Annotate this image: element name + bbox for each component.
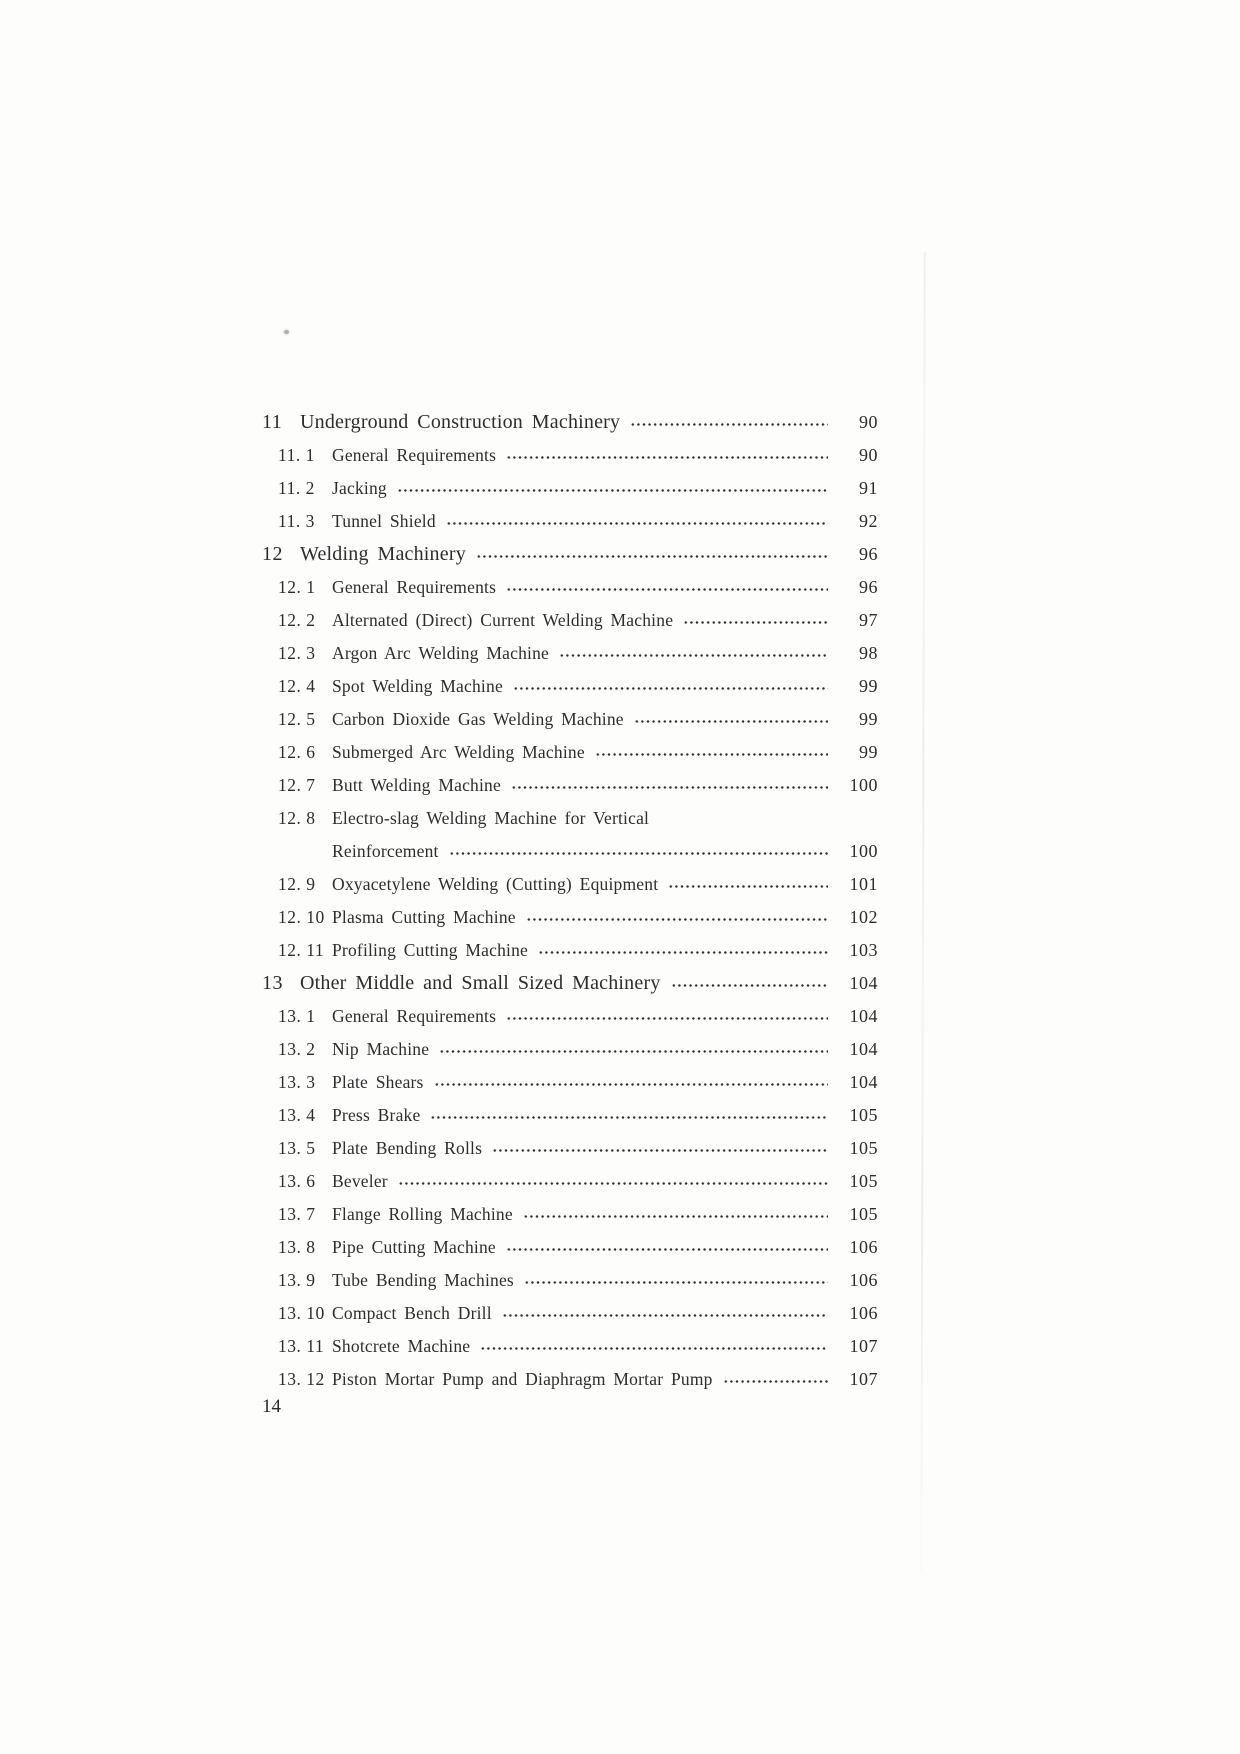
toc-entry-page: 99 [859,742,878,762]
toc-entry-number: 13. 2 [278,1039,316,1059]
toc-entry-title: Nip Machine [332,1039,430,1059]
dot-leader [524,1280,828,1285]
toc-entry-number: 12. 2 [278,610,316,630]
toc-entry-number: 13. 12 [278,1369,325,1389]
toc-entry-page: 104 [849,1006,878,1026]
toc-entry-number: 12. 9 [278,874,316,894]
toc-entry-number: 13. 8 [278,1237,316,1257]
toc-entry [262,835,878,868]
toc-entry-number: 12. 6 [278,742,316,762]
toc-entry-title: Jacking [332,478,387,498]
toc-entry [262,1132,878,1165]
toc-entry [262,934,878,967]
toc-entry [262,1264,878,1297]
toc-list [262,406,878,1396]
dot-leader [511,785,828,790]
toc-entry-number: 12. 5 [278,709,316,729]
toc-entry-page: 96 [859,577,878,597]
dot-leader [506,455,828,460]
toc-entry-number: 13. 3 [278,1072,316,1092]
toc-entry [262,1000,878,1033]
toc-entry-page: 104 [849,973,878,993]
toc-entry-title: Shotcrete Machine [332,1336,471,1356]
dot-leader [502,1313,828,1318]
toc-entry-title: Welding Machinery [300,543,466,565]
dot-leader [559,653,828,658]
toc-entry-number: 11 [262,411,283,433]
toc-entry-number: 13. 1 [278,1006,316,1026]
toc-entry-number: 13. 11 [278,1336,325,1356]
toc-entry-page: 100 [849,775,878,795]
toc-entry-title: Reinforcement [332,841,439,861]
dot-leader [723,1379,828,1384]
toc-entry-page: 92 [859,511,878,531]
toc-entry-page: 106 [849,1303,878,1323]
scan-artifact-crease-line [920,252,925,1572]
dot-leader [668,884,828,889]
toc-entry-number: 13. 6 [278,1171,316,1191]
toc-entry-page: 103 [849,940,878,960]
toc-entry-title: Argon Arc Welding Machine [332,643,550,663]
dot-leader [630,422,828,427]
toc-entry-page: 91 [859,478,878,498]
toc-entry [262,1066,878,1099]
toc-entry-page: 97 [859,610,878,630]
toc-entry-title: Submerged Arc Welding Machine [332,742,585,762]
dot-leader [506,1016,828,1021]
toc-entry-number: 13. 10 [278,1303,325,1323]
toc-entry [262,868,878,901]
dot-leader [434,1082,828,1087]
toc-entry-title: Flange Rolling Machine [332,1204,513,1224]
toc-entry [262,967,878,1000]
dot-leader [506,1247,828,1252]
dot-leader [492,1148,828,1153]
dot-leader [398,1181,828,1186]
dot-leader [476,554,828,559]
toc-entry [262,1231,878,1264]
dot-leader [513,686,828,691]
toc-entry-page: 105 [849,1138,878,1158]
toc-entry-title: Carbon Dioxide Gas Welding Machine [332,709,624,729]
dot-leader [683,620,828,625]
toc-entry [262,769,878,802]
toc-entry-page: 98 [859,643,878,663]
toc-entry [262,1363,878,1396]
toc-entry-number: 12. 11 [278,940,325,960]
toc-entry [262,637,878,670]
toc-entry-number: 11. 1 [278,445,315,465]
toc-entry-title: Other Middle and Small Sized Machinery [300,972,661,994]
toc-entry [262,1330,878,1363]
toc-entry-title: Beveler [332,1171,388,1191]
toc-entry-page: 107 [849,1336,878,1356]
dot-leader [634,719,828,724]
dot-leader [446,521,828,526]
toc-entry [262,1165,878,1198]
toc-entry-title: Press Brake [332,1105,421,1125]
toc-entry-page: 104 [849,1072,878,1092]
toc-entry-number: 11. 3 [278,511,315,531]
toc-entry [262,901,878,934]
dot-leader [506,587,828,592]
toc-entry [262,1033,878,1066]
toc-entry-page: 99 [859,709,878,729]
toc-entry-page: 106 [849,1270,878,1290]
dot-leader [595,752,828,757]
toc-entry-number: 12. 4 [278,676,316,696]
toc-entry-page: 90 [859,445,878,465]
dot-leader [671,983,828,988]
toc-entry [262,571,878,604]
toc-entry-number: 11. 2 [278,478,315,498]
toc-entry-page: 102 [849,907,878,927]
dot-leader [523,1214,828,1219]
toc-entry-number: 12. 7 [278,775,316,795]
toc-entry-title: Profiling Cutting Machine [332,940,529,960]
toc-entry-page: 106 [849,1237,878,1257]
toc-entry-title: Tunnel Shield [332,511,436,531]
toc-entry-page: 90 [859,412,878,432]
toc-entry-title: Piston Mortar Pump and Diaphragm Mortar Pump [332,1369,713,1389]
toc-entry-page: 105 [849,1204,878,1224]
toc-entry-page: 104 [849,1039,878,1059]
toc-entry-number: 13 [262,972,283,994]
toc-entry [262,1198,878,1231]
toc-entry [262,802,878,835]
scan-artifact-speck [284,330,289,334]
page-footer-number: 14 [262,1396,281,1417]
toc-entry-title: Butt Welding Machine [332,775,501,795]
toc-entry-page: 99 [859,676,878,696]
toc-entry-number: 13. 5 [278,1138,316,1158]
toc-entry [262,1099,878,1132]
toc-entry-title: General Requirements [332,577,497,597]
toc-entry-title: Oxyacetylene Welding (Cutting) Equipment [332,874,659,894]
dot-leader [397,488,828,493]
toc-entry-page: 101 [849,874,878,894]
toc-entry-number: 13. 7 [278,1204,316,1224]
toc-entry-title: Electro-slag Welding Machine for Vertical [332,808,650,828]
toc-entry-number: 12. 1 [278,577,316,597]
toc-entry-number: 13. 9 [278,1270,316,1290]
toc-entry-title: General Requirements [332,445,497,465]
toc-entry [262,736,878,769]
toc-entry-title: Alternated (Direct) Current Welding Machine [332,610,674,630]
dot-leader [480,1346,828,1351]
toc-entry [262,703,878,736]
toc-entry [262,538,878,571]
toc-entry-title: Plate Bending Rolls [332,1138,483,1158]
toc-entry [262,505,878,538]
dot-leader [538,950,828,955]
toc-entry-title: Spot Welding Machine [332,676,503,696]
toc-entry [262,439,878,472]
toc-entry-number: 12. 8 [278,808,316,828]
toc-entry-number: 12. 10 [278,907,325,927]
toc-entry-number: 12. 3 [278,643,316,663]
dot-leader [526,917,828,922]
toc-entry-number: 12 [262,543,283,565]
dot-leader [449,851,828,856]
toc-entry-title: Plasma Cutting Machine [332,907,516,927]
toc-entry [262,1297,878,1330]
toc-entry [262,604,878,637]
toc-entry-number: 13. 4 [278,1105,316,1125]
toc-entry-page: 105 [849,1105,878,1125]
toc-entry-title: Underground Construction Machinery [300,411,621,433]
toc-entry [262,406,878,439]
toc-entry-title: Plate Shears [332,1072,424,1092]
toc-entry-title: General Requirements [332,1006,497,1026]
toc-entry-title: Pipe Cutting Machine [332,1237,496,1257]
dot-leader [430,1115,828,1120]
toc-entry-title: Tube Bending Machines [332,1270,514,1290]
toc-entry-page: 105 [849,1171,878,1191]
toc-entry-page: 96 [859,544,878,564]
toc-entry-page: 107 [849,1369,878,1389]
dot-leader [439,1049,828,1054]
toc-entry-title: Compact Bench Drill [332,1303,492,1323]
toc-entry [262,472,878,505]
toc-entry-page: 100 [849,841,878,861]
toc-entry [262,670,878,703]
